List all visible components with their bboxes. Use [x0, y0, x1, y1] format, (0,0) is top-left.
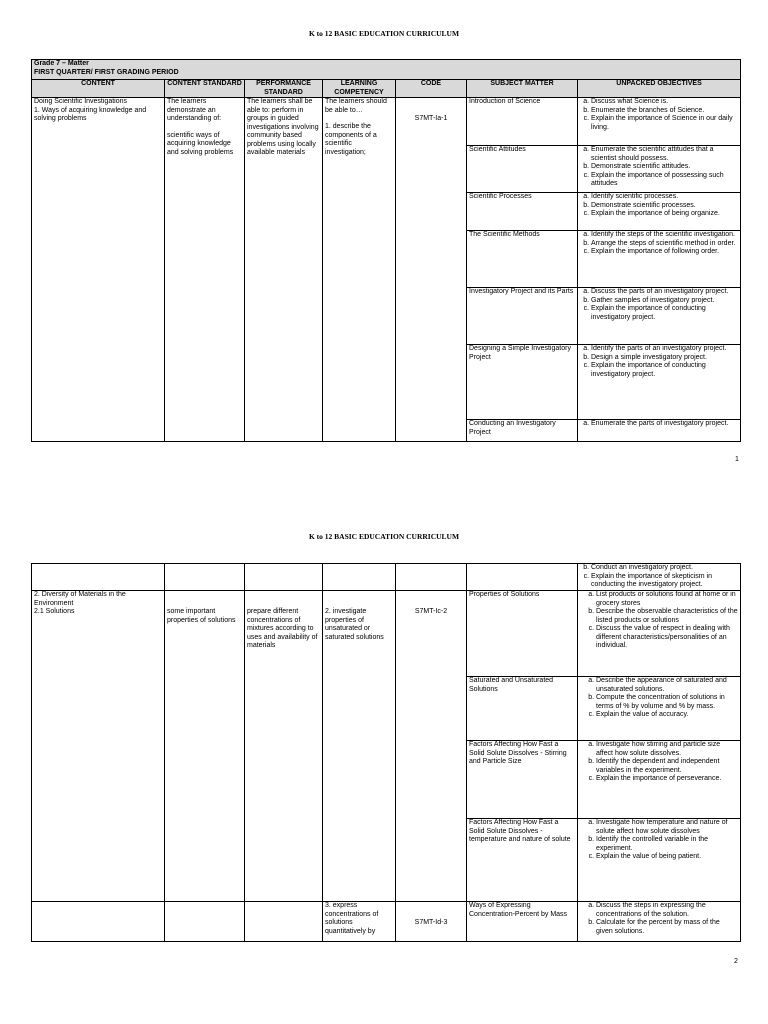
- document-title: K to 12 BASIC EDUCATION CURRICULUM: [308, 532, 460, 541]
- objective-item: b. Enumerate the branches of Science.: [591, 107, 738, 116]
- objective-item: a. Identify the parts of an investigatory project.: [591, 345, 738, 354]
- objectives-cell: [578, 902, 741, 942]
- objective-item: c. Explain the importance of following order.: [591, 248, 738, 257]
- objective-item: b. Gather samples of investigatory project.: [591, 297, 738, 306]
- objectives-cell: [578, 98, 741, 146]
- performance-standard-cell: [245, 591, 323, 902]
- learning-competency-intro: The learners should be able to…: [325, 98, 387, 114]
- header-performance-standard: PERFORMANCE STANDARD: [245, 80, 323, 98]
- content-standard-cell: [165, 98, 245, 442]
- objective-item: a. Enumerate the parts of investigatory project.: [591, 420, 738, 429]
- subject-matter-cell: Properties of Solutions: [467, 591, 578, 677]
- objectives-cell: [578, 564, 741, 591]
- subject-matter-cell: Saturated and Unsaturated Solutions: [467, 677, 578, 741]
- table-row: [32, 98, 741, 146]
- objective-item: a. Investigate how temperature and nature of solute affect how solute dissolves: [596, 819, 738, 836]
- grade-header: [32, 60, 741, 80]
- header-learning-competency: LEARNING COMPETENCY: [323, 80, 396, 98]
- objectives-cell: [578, 288, 741, 345]
- objective-item: b. Demonstrate scientific processes.: [591, 202, 738, 211]
- header-content-standard: CONTENT STANDARD: [165, 80, 245, 98]
- subject-matter-cell: Factors Affecting How Fast a Solid Solute Dissolves - Stirring and Particle Size: [467, 741, 578, 819]
- header-subject-matter: SUBJECT MATTER: [467, 80, 578, 98]
- objective-item: a. Investigate how stirring and particle size affect how solute dissolves.: [596, 741, 738, 758]
- objective-item: a. Discuss what Science is.: [591, 98, 738, 107]
- objectives-cell: [578, 420, 741, 442]
- subject-matter-cell: The Scientific Methods: [467, 231, 578, 288]
- page-2: [0, 512, 768, 1024]
- objective-item: b. Calculate for the percent by mass of the given solutions.: [596, 919, 738, 936]
- objectives-cell: [578, 677, 741, 741]
- objective-item: c. Explain the importance of being organize.: [591, 210, 738, 219]
- objective-item: b. Describe the observable characteristics of the listed products or solutions: [596, 608, 738, 625]
- objective-item: c. Explain the value of being patient.: [596, 853, 738, 862]
- content-standard-intro: The learners demonstrate an understanding of:: [167, 98, 222, 122]
- learning-competency-text: 1. describe the components of a scientific investigation;: [325, 123, 377, 156]
- content-standard-text: scientific ways of acquiring knowledge and solving problems: [167, 131, 234, 156]
- objective-item: c. Explain the importance of skepticism in conducting the investigatory project.: [591, 573, 738, 590]
- objective-item: a. Discuss the steps in expressing the concentrations of the solution.: [596, 902, 738, 919]
- subject-matter-cell: Factors Affecting How Fast a Solid Solute Dissolves - temperature and nature of solute: [467, 819, 578, 902]
- content-title: 2. Diversity of Materials in the Environment: [34, 591, 126, 607]
- page-number: 1: [735, 456, 739, 463]
- header-unpacked-objectives: UNPACKED OBJECTIVES: [578, 80, 741, 98]
- learning-competency-text: 2. investigate properties of unsaturated or saturated solutions: [325, 608, 384, 641]
- table-row: [32, 591, 741, 677]
- learning-competency-cell: 3. express concentrations of solutions quantitatively by: [323, 902, 396, 942]
- content-cell: [32, 591, 165, 902]
- objective-item: a. Identify the steps of the scientific investigation.: [591, 231, 738, 240]
- objectives-cell: [578, 193, 741, 231]
- objectives-cell: [578, 741, 741, 819]
- content-cell: [32, 98, 165, 442]
- code-cell: [396, 98, 467, 442]
- objective-item: b. Demonstrate scientific attitudes.: [591, 163, 738, 172]
- objective-item: c. Explain the importance of conducting investigatory project.: [591, 362, 738, 379]
- code-value: S7MT-Ic-2: [414, 608, 448, 615]
- subject-matter-cell: Scientific Processes: [467, 193, 578, 231]
- subject-matter-cell: Introduction of Science: [467, 98, 578, 146]
- objective-item: a. Identify scientific processes.: [591, 193, 738, 202]
- objective-item: b. Identify the controlled variable in the experiment.: [596, 836, 738, 853]
- grade-label: Grade 7 – Matter: [34, 60, 89, 67]
- objective-item: c. Explain the importance of possessing such attitudes: [591, 172, 738, 189]
- page-number: 2: [734, 958, 738, 965]
- quarter-label: FIRST QUARTER/ FIRST GRADING PERIOD: [34, 68, 179, 76]
- performance-standard-cell: The learners shall be able to: perform in groups in guided investigations involving community based problems using locally available materials: [245, 98, 323, 442]
- objective-item: b. Compute the concentration of solutions in terms of % by volume and % by mass.: [596, 694, 738, 711]
- objective-item: c. Explain the value of accuracy.: [596, 711, 738, 720]
- objective-item: c. Explain the importance of Science in our daily living.: [591, 115, 738, 132]
- objectives-cell: [578, 591, 741, 677]
- objective-item: c. Explain the importance of conducting investigatory project.: [591, 305, 738, 322]
- code-value: S7MT-Id-3: [414, 919, 448, 926]
- objectives-cell: [578, 819, 741, 902]
- content-title: Doing Scientific Investigations: [34, 98, 127, 105]
- code-value: S7MT-Ia-1: [414, 115, 448, 122]
- objective-item: b. Arrange the steps of scientific method in order.: [591, 240, 738, 249]
- code-cell: [396, 902, 467, 942]
- objectives-cell: [578, 345, 741, 420]
- header-code: CODE: [396, 80, 467, 98]
- subject-matter-cell: Ways of Expressing Concentration-Percent by Mass: [467, 902, 578, 942]
- curriculum-table-page-2: [31, 563, 741, 942]
- performance-standard-text: prepare different concentrations of mixtures according to uses and availability of materials: [247, 608, 318, 649]
- objective-item: a. Describe the appearance of saturated and unsaturated solutions.: [596, 677, 738, 694]
- objective-item: b. Identify the dependent and independent variables in the experiment.: [596, 758, 738, 775]
- content-item: 1. Ways of acquiring knowledge and solving problems: [34, 106, 147, 122]
- table-row: [32, 902, 741, 942]
- subject-matter-cell: Conducting an Investigatory Project: [467, 420, 578, 442]
- subject-matter-cell: Scientific Attitudes: [467, 146, 578, 193]
- content-standard-cell: [165, 591, 245, 902]
- objective-item: c. Discuss the value of respect in dealing with different characteristics/personalities of an individual.: [596, 625, 738, 651]
- objective-item: a. Discuss the parts of an investigatory project.: [591, 288, 738, 297]
- subject-matter-cell: Designing a Simple Investigatory Project: [467, 345, 578, 420]
- subject-matter-cell: Investigatory Project and its Parts: [467, 288, 578, 345]
- document-title: K to 12 BASIC EDUCATION CURRICULUM: [308, 29, 460, 38]
- learning-competency-cell: [323, 591, 396, 902]
- content-standard-text: some important properties of solutions: [167, 608, 236, 624]
- code-cell: [396, 591, 467, 902]
- content-item: 2.1 Solutions: [34, 608, 75, 615]
- curriculum-table-page-1: [31, 59, 741, 442]
- objective-item: b. Conduct an investigatory project.: [591, 564, 738, 573]
- objective-item: c. Explain the importance of perseverance.: [596, 775, 738, 784]
- learning-competency-cell: [323, 98, 396, 442]
- objectives-cell: [578, 231, 741, 288]
- objective-item: a. List products or solutions found at home or in grocery stores: [596, 591, 738, 608]
- objectives-cell: [578, 146, 741, 193]
- objective-item: a. Enumerate the scientific attitudes that a scientist should possess.: [591, 146, 738, 163]
- header-content: CONTENT: [32, 80, 165, 98]
- objective-item: b. Design a simple investigatory project.: [591, 354, 738, 363]
- table-row: [32, 564, 741, 591]
